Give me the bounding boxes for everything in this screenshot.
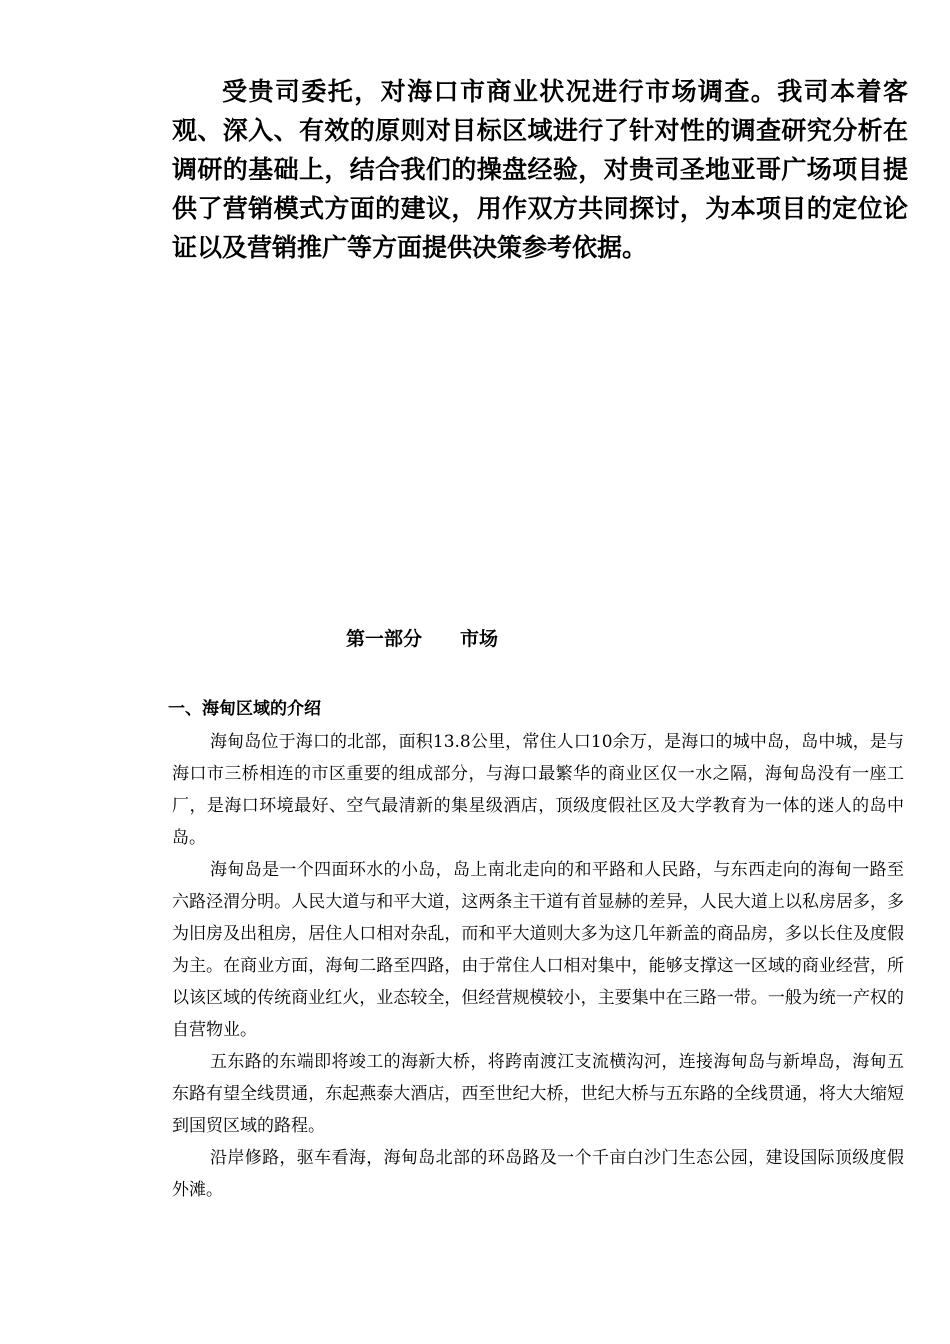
part-name: 市场 — [460, 628, 499, 650]
body-paragraph: 五东路的东端即将竣工的海新大桥，将跨南渡江支流横沟河，连接海甸岛与新埠岛，海甸五东路有望全线贯通，东起燕泰大酒店，西至世纪大桥，世纪大桥与五东路的全线贯通，将大大缩短到国贸区域的路程。 — [172, 1052, 904, 1136]
body-paragraph: 沿岸修路，驱车看海，海甸岛北部的环岛路及一个千亩白沙门生态公园，建设国际顶级度假外滩。 — [172, 1148, 904, 1200]
part-label: 第一部分 — [346, 628, 423, 650]
part-title — [346, 624, 498, 651]
intro-paragraph: 受贵司委托，对海口市商业状况进行市场调查。我司本着客观、深入、有效的原则对目标区域进行了针对性的调查研究分析在调研的基础上，结合我们的操盘经验，对贵司圣地亚哥广场项目提供了营销模式方面的建议，用作双方共同探讨，为本项目的定位论证以及营销推广等方面提供决策参考依据。 — [172, 77, 908, 262]
section-heading: 一、海甸区域的介绍 — [168, 699, 321, 719]
body-paragraph: 海甸岛位于海口的北部，面积13.8公里，常住人口10余万，是海口的城中岛，岛中城，是与海口市三桥相连的市区重要的组成部分，与海口最繁华的商业区仅一水之隔，海甸岛没有一座工厂，是海口环境最好、空气最清新的集星级酒店，顶级度假社区及大学教育为一体的迷人的岛中岛。 — [172, 732, 904, 848]
section-body — [172, 726, 904, 1206]
body-paragraph: 海甸岛是一个四面环水的小岛，岛上南北走向的和平路和人民路，与东西走向的海甸一路至六路泾渭分明。人民大道与和平大道，这两条主干道有首显赫的差异，人民大道上以私房居多，多为旧房及出租房，居住人口相对杂乱，而和平大道则大多为这几年新盖的商品房，多以长住及度假为主。在商业方面，海甸二路至四路，由于常住人口相对集中，能够支撑这一区域的商业经营，所以该区域的传统商业红火，业态较全，但经营规模较小，主要集中在三路一带。一般为统一产权的自营物业。 — [172, 860, 904, 1040]
